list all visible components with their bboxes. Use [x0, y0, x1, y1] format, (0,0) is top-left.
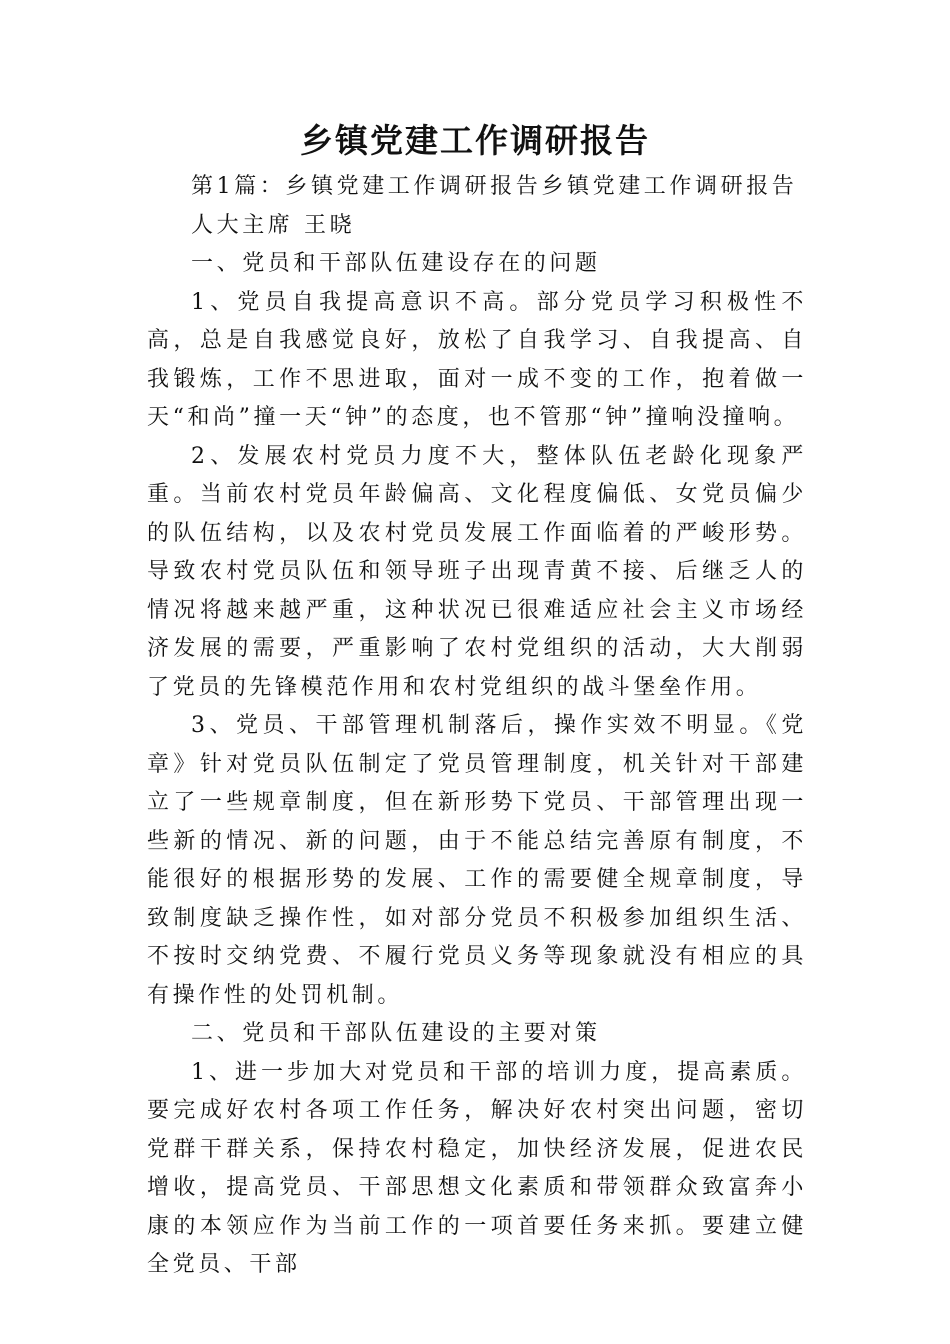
paragraph-problem-3: 3、党员、干部管理机制落后，操作实效不明显。《党章》针对党员队伍制定了党员管理制度，机关针对干部建立了一些规章制度，但在新形势下党员、干部管理出现一些新的情况、新的问题，由于不能总结完善原有制度，不能很好的根据形势的发展、工作的需要健全规章制度，导致制度缺乏操作性，如对部分党员不积极参加组织生活、不按时交纳党费、不履行党员义务等现象就没有相应的具有操作性的处罚机制。 [147, 713, 807, 1008]
document-body [147, 168, 807, 1285]
paragraph-problem-2: 2、发展农村党员力度不大，整体队伍老龄化现象严重。当前农村党员年龄偏高、文化程度偏低、女党员偏少的队伍结构，以及农村党员发展工作面临着的严峻形势。导致农村党员队伍和领导班子出现青黄不接、后继乏人的情况将越来越严重，这种状况已很难适应社会主义市场经济发展的需要，严重影响了农村党组织的活动，大大削弱了党员的先锋模范作用和农村党组织的战斗堡垒作用。 [147, 443, 807, 700]
paragraph-chapter-heading: 第1篇：乡镇党建工作调研报告乡镇党建工作调研报告 [191, 174, 798, 199]
paragraph-measure-1: 1、进一步加大对党员和干部的培训力度，提高素质。要完成好农村各项工作任务，解决好农村突出问题，密切党群干群关系，保持农村稳定，加快经济发展，促进农民增收，提高党员、干部思想文化素质和带领群众致富奔小康的本领应作为当前工作的一项首要任务来抓。要建立健全党员、干部 [147, 1059, 807, 1277]
document-title: 乡镇党建工作调研报告 [300, 121, 650, 160]
paragraph-problem-1: 1、党员自我提高意识不高。部分党员学习积极性不高，总是自我感觉良好，放松了自我学习、自我提高、自我锻炼，工作不思进取，面对一成不变的工作，抱着做一天“和尚”撞一天“钟”的态度，也不管那“钟”撞响没撞响。 [147, 289, 807, 430]
section-heading-problems: 一、党员和干部队伍建设存在的问题 [191, 251, 601, 276]
section-heading-measures: 二、党员和干部队伍建设的主要对策 [191, 1021, 601, 1046]
paragraph-author: 人大主席 王晓 [191, 212, 356, 238]
